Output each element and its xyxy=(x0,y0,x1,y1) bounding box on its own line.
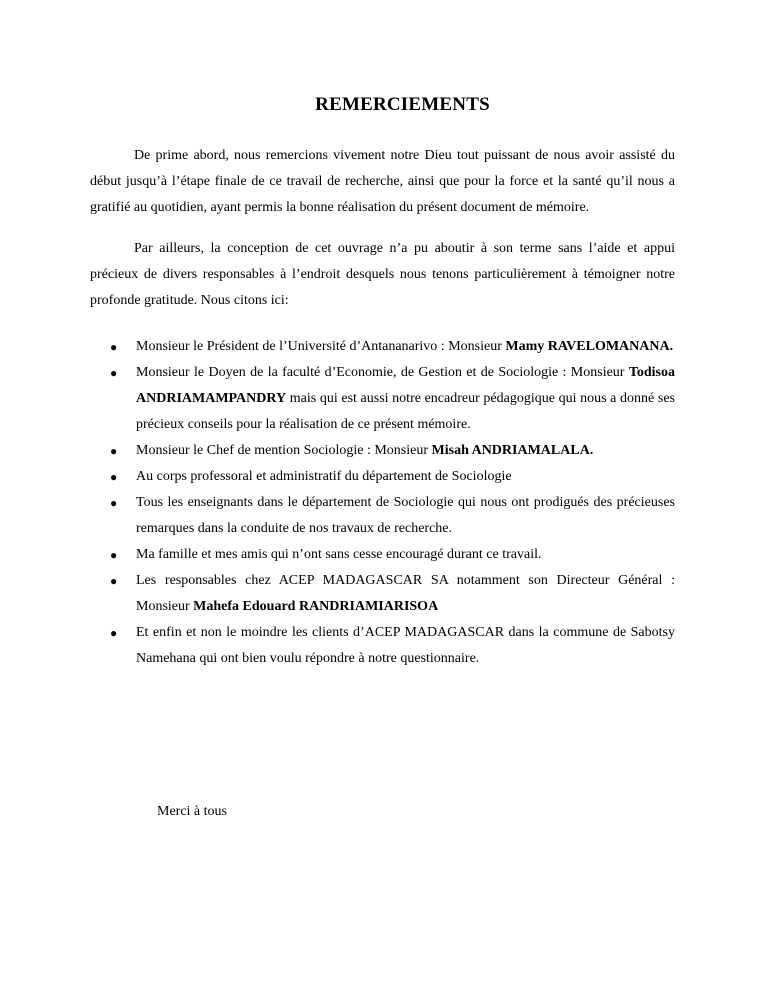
bullet-icon: ● xyxy=(110,366,118,380)
bullet-icon: ● xyxy=(110,574,118,588)
list-item: ● Ma famille et mes amis qui n’ont sans cesse encouragé durant ce travail. xyxy=(90,542,675,568)
list-item: ● Et enfin et non le moindre les clients d’ACEP MADAGASCAR dans la commune de Sabotsy Namehana qui ont bien voulu répondre à notre questionnaire. xyxy=(90,620,675,672)
bullet-icon: ● xyxy=(110,444,118,458)
paragraph-intro: De prime abord, nous remercions vivement notre Dieu tout puissant de nous avoir assisté du début jusqu’à l’étape finale de ce travail de recherche, ainsi que pour la force et la santé qu’il nous a gratifié au quotidien, ayant permis la bonne réalisation du présent document de mémoire. xyxy=(90,148,675,215)
list-item: ● Monsieur le Président de l’Université d’Antananarivo : Monsieur Mamy RAVELOMANANA. xyxy=(90,334,675,360)
paragraph-gratitude: Par ailleurs, la conception de cet ouvrage n’a pu aboutir à son terme sans l’aide et appui précieux de divers responsables à l’endroit desquels nous tenons particulièrement à témoigner notre profonde gratitude. Nous citons ici: xyxy=(90,241,675,308)
bullet-icon: ● xyxy=(110,496,118,510)
list-item: ● Monsieur le Doyen de la faculté d’Economie, de Gestion et de Sociologie : Monsieur Todisoa ANDRIAMAMPANDRY mais qui est aussi notre encadreur pédagogique qui nous a donné ses précieux conseils pour la réalisation de ce présent mémoire. xyxy=(90,360,675,438)
page-title: REMERCIEMENTS xyxy=(315,94,490,115)
closing-text: Merci à tous xyxy=(157,804,227,819)
bullet-icon: ● xyxy=(110,340,118,354)
list-item: ● Monsieur le Chef de mention Sociologie : Monsieur Misah ANDRIAMALALA. xyxy=(90,438,675,464)
acknowledgement-list xyxy=(90,334,675,672)
bullet-icon: ● xyxy=(110,626,118,640)
list-item: ● Tous les enseignants dans le département de Sociologie qui nous ont prodigués des précieuses remarques dans la conduite de nos travaux de recherche. xyxy=(90,490,675,542)
bullet-icon: ● xyxy=(110,548,118,562)
list-item: ● Au corps professoral et administratif du département de Sociologie xyxy=(90,464,675,490)
bullet-icon: ● xyxy=(110,470,118,484)
list-item: ● Les responsables chez ACEP MADAGASCAR SA notamment son Directeur Général : Monsieur Mahefa Edouard RANDRIAMIARISOA xyxy=(90,568,675,620)
